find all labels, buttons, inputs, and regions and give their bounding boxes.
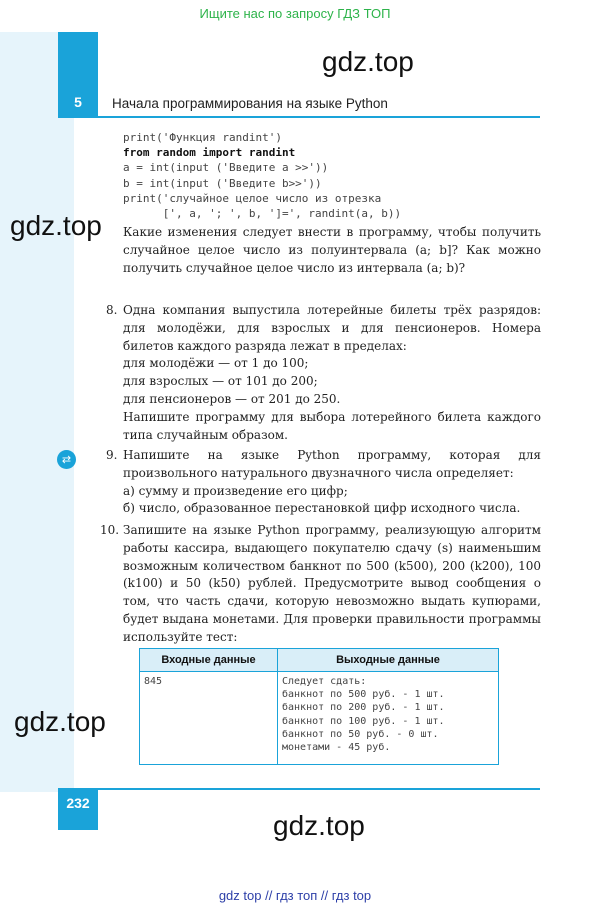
task8-range: для взрослых — от 101 до 200; (123, 374, 318, 389)
bottom-banner[interactable]: gdz top // гдз топ // гдз top (218, 888, 372, 903)
task-number: 10. (100, 523, 120, 537)
footer-divider (98, 788, 540, 790)
test-table (139, 648, 499, 765)
table-cell-input: 845 (140, 672, 278, 765)
swap-arrows-icon: ⇄ (57, 450, 76, 469)
table-row (140, 672, 499, 765)
task8-block (123, 302, 541, 444)
code-line: a = int(input ('Введите a >>')) (123, 161, 329, 175)
header-divider (98, 116, 540, 118)
code-line: print('Функция randint') (123, 131, 282, 144)
side-strip (0, 32, 74, 792)
code-line: b = int(input ('Введите b>>')) (123, 176, 322, 190)
chapter-number: 5 (74, 94, 82, 110)
task10-text: Запишите на языке Python программу, реализующую алгоритм работы кассира, выдающего покупателю сдачу (s) наименьшим возможным количеством банкнот по 500 (k500), 200 (k200), 100 (k100) и 50 (k50) рублей. Предусмотрите вывод сообщения о том, что часть сдачи, которую невозможно выдать купюрами, будет выдана монетами. Для проверки правильности программы используйте тест: (123, 523, 541, 644)
watermark: gdz.top (322, 46, 414, 77)
watermark: gdz.top (14, 706, 106, 737)
task9-item: б) число, образованное перестановкой цифр исходного числа. (123, 501, 521, 516)
page-number: 232 (66, 795, 90, 811)
task-number: 8. (106, 303, 118, 317)
top-banner[interactable]: Ищите нас по запросу ГДЗ ТОП (199, 6, 391, 21)
code-line: [', a, '; ', b, ']=', randint(a, b)) (123, 207, 402, 221)
table-header-row (140, 649, 499, 672)
chapter-title: Начала программирования на языке Python (112, 96, 388, 111)
table-header: Входные данные (140, 649, 278, 672)
task8-question: Напишите программу для выбора лотерейного билета каждого типа случайным образом. (123, 409, 541, 442)
watermark: gdz.top (273, 810, 365, 841)
table-header: Выходные данные (278, 649, 499, 672)
task8-intro: Одна компания выпустила лотерейные билеты трёх разрядов: для молодёжи, для взрослых и для пенсионеров. Номера билетов каждого разряда лежат в пределах: (123, 303, 541, 353)
table-cell-output: Следует сдать: банкнот по 500 руб. - 1 шт. банкнот по 200 руб. - 1 шт. банкнот по 100 руб. - 1 шт. банкнот по 50 руб. - 0 шт. монетами - 45 руб. (278, 672, 499, 765)
task9-intro: Напишите на языке Python программу, которая для произвольного натурального двузначного числа определяет: (123, 448, 541, 480)
task9-item: а) сумму и произведение его цифр; (123, 483, 348, 498)
code-block (123, 130, 401, 221)
code-line: print('случайное целое число из отрезка (123, 191, 382, 205)
task8-range: для пенсионеров — от 201 до 250. (123, 391, 341, 406)
task8-range: для молодёжи — от 1 до 100; (123, 356, 309, 371)
task9-block (123, 447, 541, 518)
code-question: Какие изменения следует внести в программу, чтобы получить случайное целое число из полуинтервала (a; b]? Как можно получить случайное целое число из интервала (a; b)? (123, 225, 541, 275)
code-line: from random import randint (123, 146, 296, 160)
task-number: 9. (106, 448, 118, 462)
watermark: gdz.top (10, 210, 102, 241)
